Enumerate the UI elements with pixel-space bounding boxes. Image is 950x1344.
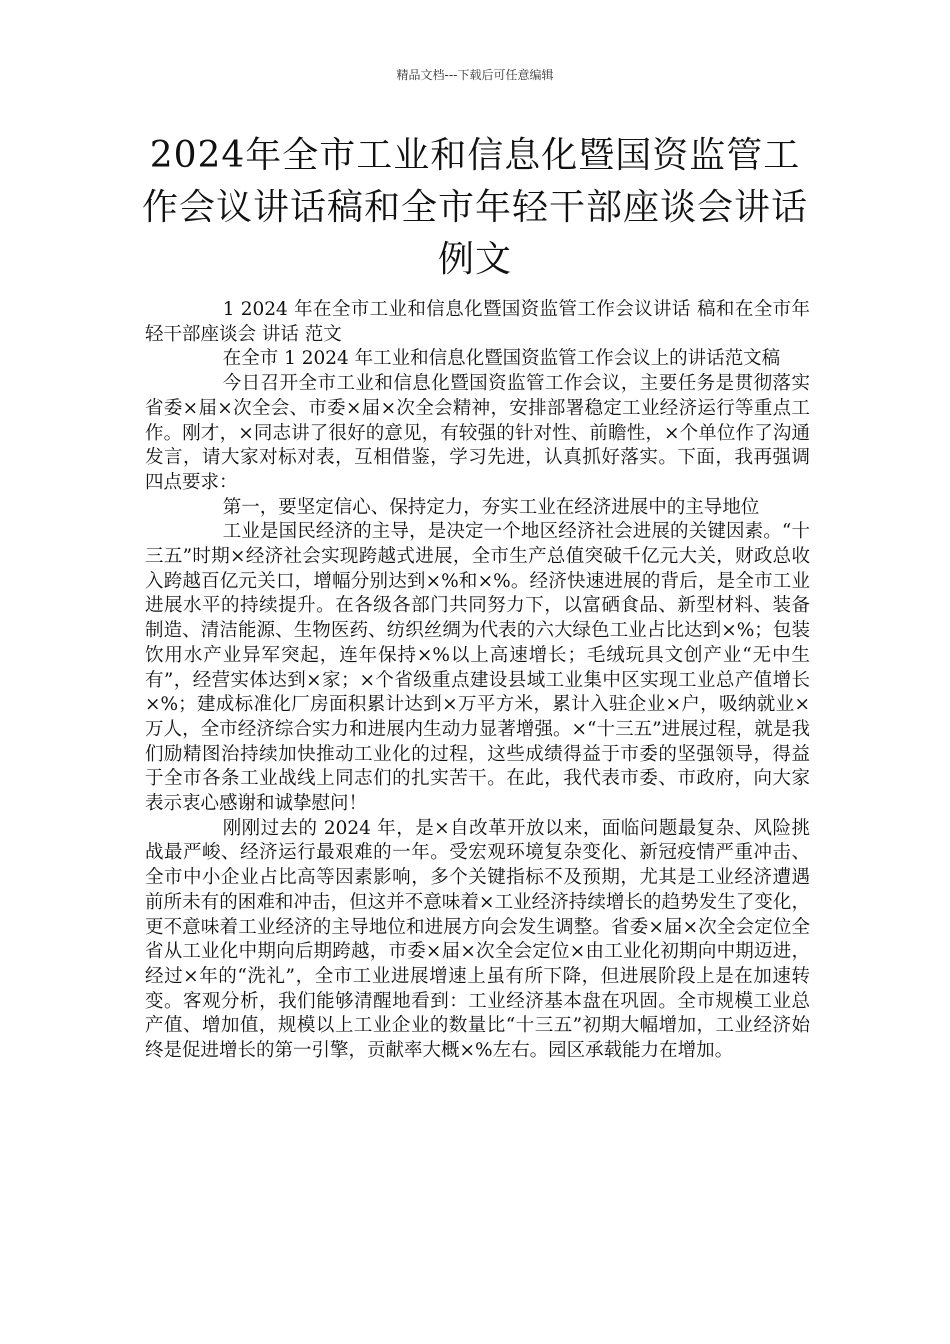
paragraph-intro: 今日召开全市工业和信息化暨国资监管工作会议，主要任务是贯彻落实省委×届×次全会、市委×届×次全会精神，安排部署稳定工业经济运行等重点工作。刚才，×同志讲了很好的意见，有较强的针对性、前瞻性，×个单位作了沟通发言，请大家对标对表，互相借鉴，学习先进，认真抓好落实。下面，我再强调四点要求： [145, 373, 810, 493]
header-note: 精品文档---下载后可任意编辑 [396, 68, 554, 82]
document-body [145, 298, 810, 1064]
paragraph-section-one-heading: 第一，要坚定信心、保持定力，夯实工业在经济进展中的主导地位 [222, 496, 760, 518]
paragraph-body-1: 工业是国民经济的主导，是决定一个地区经济社会进展的关键因素。“十三五”时期×经济社会实现跨越式进展，全市生产总值突破千亿元大关，财政总收入跨越百亿元关口，增幅分别达到×%和×%。经济快速进展的背后，是全市工业进展水平的持续提升。在各级各部门共同努力下，以富硒食品、新型材料、装备制造、清洁能源、生物医药、纺织丝绸为代表的六大绿色工业占比达到×%；包装饮用水产业异军突起，连年保持×%以上高速增长；毛绒玩具文创产业“无中生有”，经营实体达到×家；×个省级重点建设县域工业集中区实现工业总产值增长×%；建成标准化厂房面积累计达到×万平方米，累计入驻企业×户，吸纳就业×万人，全市经济综合实力和进展内生动力显著增强。×“十三五”进展过程，就是我们励精图治持续加快推动工业化的过程，这些成绩得益于市委的坚强领导，得益于全市各条工业战线上同志们的扎实苦干。在此，我代表市委、市政府，向大家表示衷心感谢和诚挚慰问！ [145, 521, 810, 815]
document-title: 2024年全市工业和信息化暨国资监管工作会议讲话稿和全市年轻干部座谈会讲话例文 [141, 135, 808, 280]
paragraph-subtitle: 1 2024 年在全市工业和信息化暨国资监管工作会议讲话 稿和在全市年轻干部座谈会 讲话 范文 [145, 299, 810, 345]
paragraph-body-2: 刚刚过去的 2024 年，是×自改革开放以来，面临问题最复杂、风险挑战最严峻、经济运行最艰难的一年。受宏观环境复杂变化、新冠疫情严重冲击、全市中小企业占比高等因素影响，多个关键指标不及预期，尤其是工业经济遭遇前所未有的困难和冲击，但这并不意味着×工业经济持续增长的趋势发生了变化，更不意味着工业经济的主导地位和进展方向会发生调整。省委×届×次全会定位全省从工业化中期向后期跨越，市委×届×次全会定位×由工业化初期向中期迈进，经过×年的“洗礼”，全市工业进展增速上虽有所下降，但进展阶段上是在加速转变。客观分析，我们能够清醒地看到：工业经济基本盘在巩固。全市规模工业总产值、增加值，规模以上工业企业的数量比“十三五”初期大幅增加，工业经济始终是促进增长的第一引擎，贡献率大概×%左右。园区承载能力在增加。 [145, 817, 810, 1062]
paragraph-heading: 在全市 1 2024 年工业和信息化暨国资监管工作会议上的讲话范文稿 [222, 348, 781, 370]
